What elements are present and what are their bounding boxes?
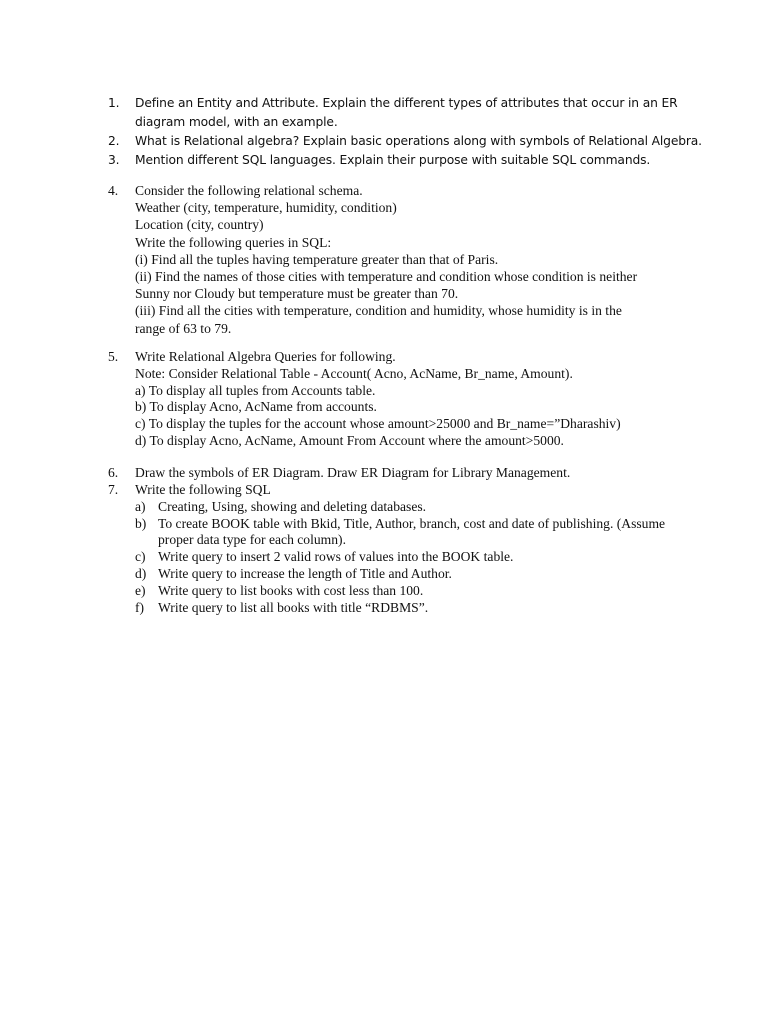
question-number: 4. <box>108 183 119 198</box>
question-number: 5. <box>108 349 119 364</box>
sub-item-text: Write query to list all books with title “RDBMS”. <box>158 599 429 615</box>
question-line: Mention different SQL languages. Explain their purpose with suitable SQL commands. <box>135 153 651 167</box>
question-1 <box>108 94 688 131</box>
sub-item-f <box>135 600 688 617</box>
question-4 <box>108 182 688 337</box>
sub-item-c <box>135 549 688 566</box>
sub-item-a <box>135 499 688 516</box>
question-line: What is Relational algebra? Explain basic operations along with symbols of Relational Algebra. <box>135 134 702 148</box>
sub-item-text: Write query to increase the length of Title and Author. <box>158 565 452 581</box>
question-line: (i) Find all the tuples having temperature greater than that of Paris. <box>135 251 499 267</box>
question-7 <box>108 482 688 616</box>
sub-item-marker: e) <box>135 582 146 598</box>
question-line: b) To display Acno, AcName from accounts. <box>135 399 377 415</box>
sub-item-marker: b) <box>135 515 147 531</box>
question-line: a) To display all tuples from Accounts table. <box>135 382 376 398</box>
question-line: Write Relational Algebra Queries for following. <box>135 349 396 364</box>
question-line: Write the following queries in SQL: <box>135 234 332 250</box>
question-number: 7. <box>108 482 119 497</box>
question-number: 1. <box>108 96 120 110</box>
question-line: Weather (city, temperature, humidity, condition) <box>135 200 397 216</box>
sub-item-marker: f) <box>135 599 145 615</box>
question-line: Sunny nor Cloudy but temperature must be greater than 70. <box>135 286 459 302</box>
sub-item-e <box>135 583 688 600</box>
question-line: Note: Consider Relational Table - Account( Acno, AcName, Br_name, Amount). <box>135 365 573 381</box>
question-line: (iii) Find all the cities with temperature, condition and humidity, whose humidity is in the <box>135 303 622 319</box>
question-line: Define an Entity and Attribute. Explain the different types of attributes that occur in an ER <box>135 96 678 110</box>
sub-item-text: Write query to insert 2 valid rows of values into the BOOK table. <box>158 549 514 565</box>
question-3 <box>108 151 688 170</box>
question-line: diagram model, with an example. <box>135 114 338 129</box>
question-line: d) To display Acno, AcName, Amount From Account where the amount>5000. <box>135 432 564 448</box>
question-number: 6. <box>108 465 119 480</box>
question-2 <box>108 132 702 151</box>
question-line: Location (city, country) <box>135 217 264 233</box>
question-number: 3. <box>108 153 120 167</box>
sub-item-text: Creating, Using, showing and deleting databases. <box>158 498 427 514</box>
question-line: range of 63 to 79. <box>135 320 232 336</box>
sub-item-marker: a) <box>135 498 146 514</box>
sub-item-marker: c) <box>135 549 146 565</box>
question-line: Consider the following relational schema. <box>135 183 363 198</box>
question-5 <box>108 349 688 450</box>
question-6 <box>108 465 688 482</box>
sub-item-b <box>135 516 688 550</box>
question-line: Draw the symbols of ER Diagram. Draw ER Diagram for Library Management. <box>135 465 571 480</box>
question-line: c) To display the tuples for the account whose amount>25000 and Br_name=”Dharashiv) <box>135 416 621 432</box>
sub-item-text: To create BOOK table with Bkid, Title, Author, branch, cost and date of publishing. (Assume proper data type for each column). <box>158 515 666 548</box>
sub-item-marker: d) <box>135 565 147 581</box>
question-line: (ii) Find the names of those cities with temperature and condition whose condition is neither <box>135 269 638 285</box>
sub-item-text: Write query to list books with cost less than 100. <box>158 582 424 598</box>
question-number: 2. <box>108 134 120 148</box>
question-line: Write the following SQL <box>135 482 271 497</box>
sub-item-d <box>135 566 688 583</box>
